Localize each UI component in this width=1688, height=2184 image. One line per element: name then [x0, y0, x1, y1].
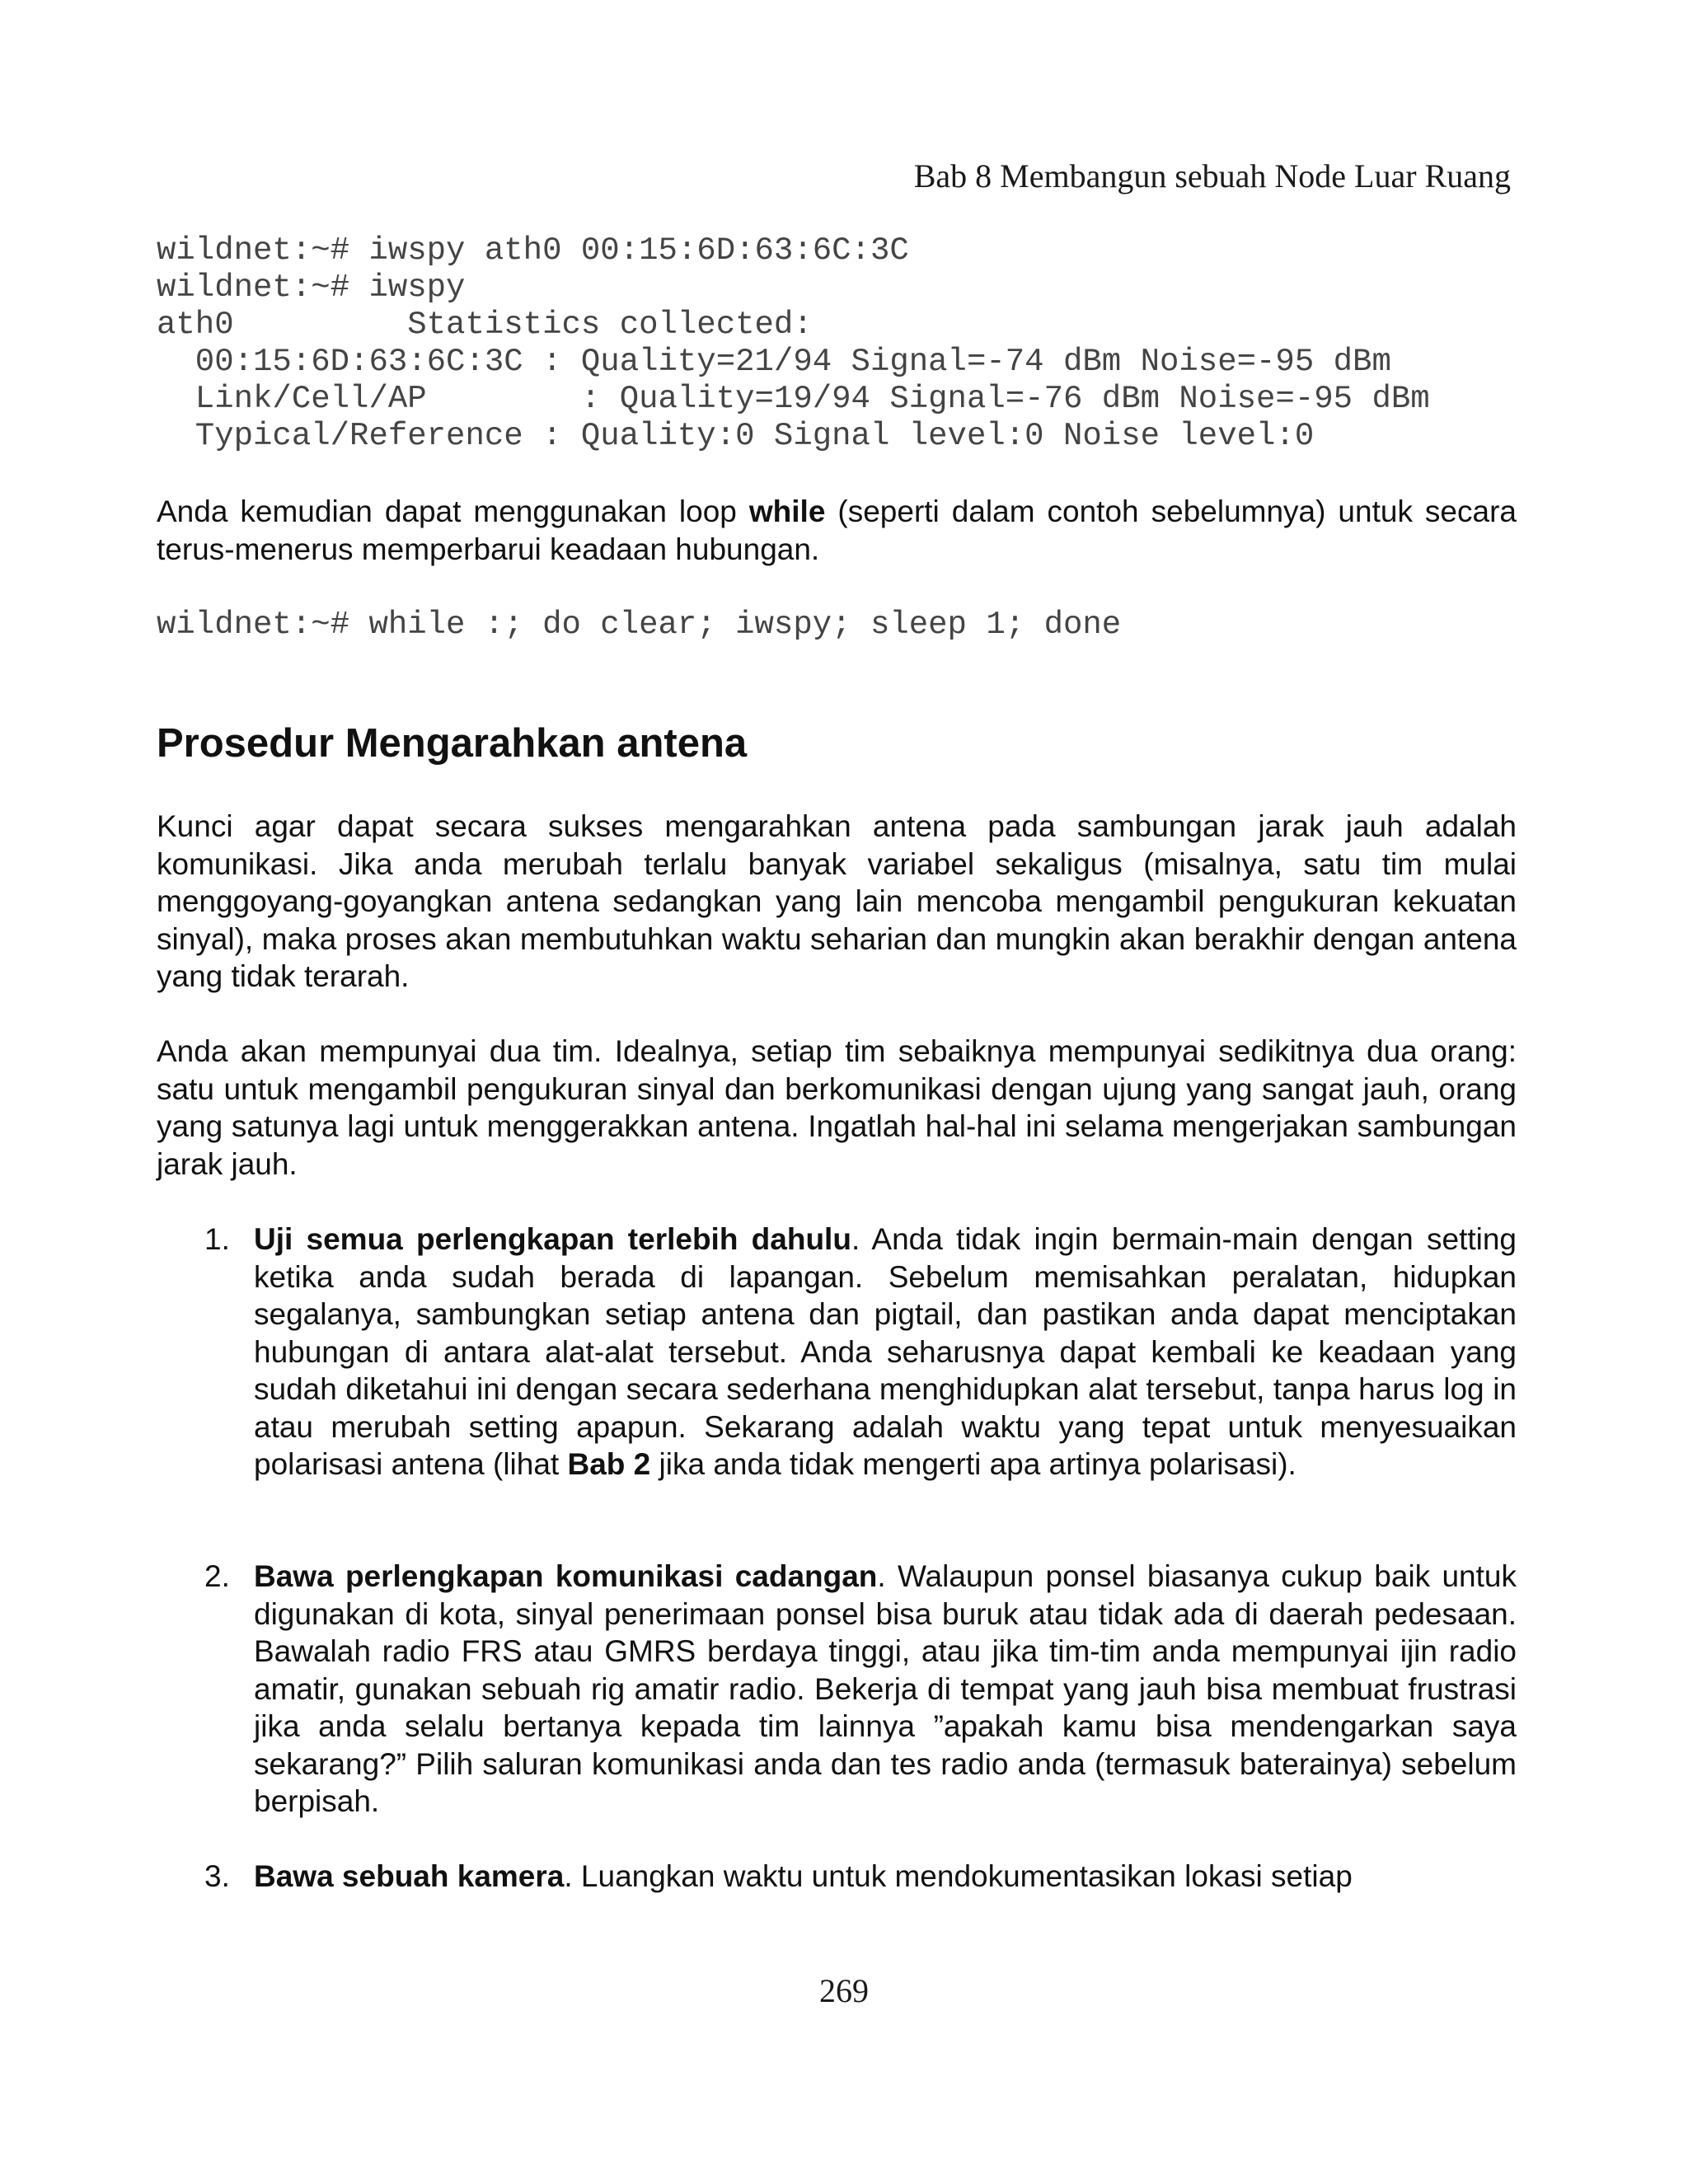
running-header: Bab 8 Membangun sebuah Node Luar Ruang — [913, 157, 1511, 194]
code-line: 00:15:6D:63:6C:3C : Quality=21/94 Signal=-74 dBm Noise=-95 dBm — [157, 344, 1391, 380]
list-item-text: Bawa sebuah kamera. Luangkan waktu untuk mendokumentasikan lokasi setiap — [254, 1859, 1353, 1893]
list-item — [157, 1558, 1517, 1821]
list-item — [157, 1858, 1517, 1896]
code-line: wildnet:~# while :; do clear; iwspy; sleep 1; done — [157, 607, 1122, 643]
paragraph-while-loop: Anda kemudian dapat menggunakan loop while (seperti dalam contoh sebelumnya) untuk secara terus-menerus memperbarui keadaan hubungan. — [157, 494, 1517, 566]
code-block-while — [157, 607, 1121, 644]
list-item-text: Bawa perlengkapan komunikasi cadangan. Walaupun ponsel biasanya cukup baik untuk digunakan di kota, sinyal penerimaan ponsel bisa buruk atau tidak ada di daerah pedesaan. Bawalah radio FRS atau GMRS berdaya tinggi, atau jika tim-tim anda mempunyai ijin radio amatir, gunakan sebuah rig amatir radio. Bekerja di tempat yang jauh bisa membuat frustrasi jika anda selalu bertanya kepada tim lainnya ”apakah kamu bisa mendengarkan saya sekarang?” Pilih saluran komunikasi anda dan tes radio anda (termasuk baterainya) sebelum berpisah. — [254, 1559, 1517, 1818]
code-line: Link/Cell/AP : Quality=19/94 Signal=-76 dBm Noise=-95 dBm — [157, 381, 1430, 417]
list-item-number: 1. — [204, 1222, 230, 1256]
code-line: wildnet:~# iwspy — [157, 269, 466, 306]
list-item-number: 2. — [204, 1559, 230, 1593]
list-item-text: Uji semua perlengkapan terlebih dahulu. Anda tidak ingin bermain-main dengan setting ketika anda sudah berada di lapangan. Sebelum memisahkan peralatan, hidupkan segalanya, sambungkan setiap antena dan pigtail, dan pastikan anda dapat menciptakan hubungan di antara alat-alat tersebut. Anda seharusnya dapat kembali ke keadaan yang sudah diketahui ini dengan secara sederhana menghidupkan alat tersebut, tanpa harus log in atau merubah setting apapun. Sekarang adalah waktu yang tepat untuk menyesuaikan polarisasi antena (lihat Bab 2 jika anda tidak mengerti apa artinya polarisasi). — [254, 1222, 1517, 1481]
code-line: wildnet:~# iwspy ath0 00:15:6D:63:6C:3C — [157, 232, 909, 269]
list-item — [157, 1221, 1517, 1483]
page-number: 269 — [819, 1972, 869, 2009]
list-item-number: 3. — [204, 1859, 230, 1893]
code-block-iwspy — [157, 232, 1430, 455]
paragraph-communication: Kunci agar dapat secara sukses mengarahkan antena pada sambungan jarak jauh adalah komunikasi. Jika anda merubah terlalu banyak variabel sekaligus (misalnya, satu tim mulai menggoyang-goyangkan antena sedangkan yang lain mencoba mengambil pengukuran kekuatan sinyal), maka proses akan membutuhkan waktu seharian dan mungkin akan berakhir dengan antena yang tidak terarah. — [157, 809, 1517, 993]
code-line: ath0 Statistics collected: — [157, 307, 813, 343]
section-heading: Prosedur Mengarahkan antena — [157, 721, 748, 766]
bold-term-while: while — [748, 494, 826, 528]
code-line: Typical/Reference : Quality:0 Signal level:0 Noise level:0 — [157, 418, 1315, 454]
paragraph-two-teams: Anda akan mempunyai dua tim. Idealnya, setiap tim sebaiknya mempunyai sedikitnya dua orang: satu untuk mengambil pengukuran sinyal dan berkomunikasi dengan ujung yang sangat jauh, orang yang satunya lagi untuk menggerakkan antena. Ingatlah hal-hal ini selama mengerjakan sambungan jarak jauh. — [157, 1034, 1517, 1181]
